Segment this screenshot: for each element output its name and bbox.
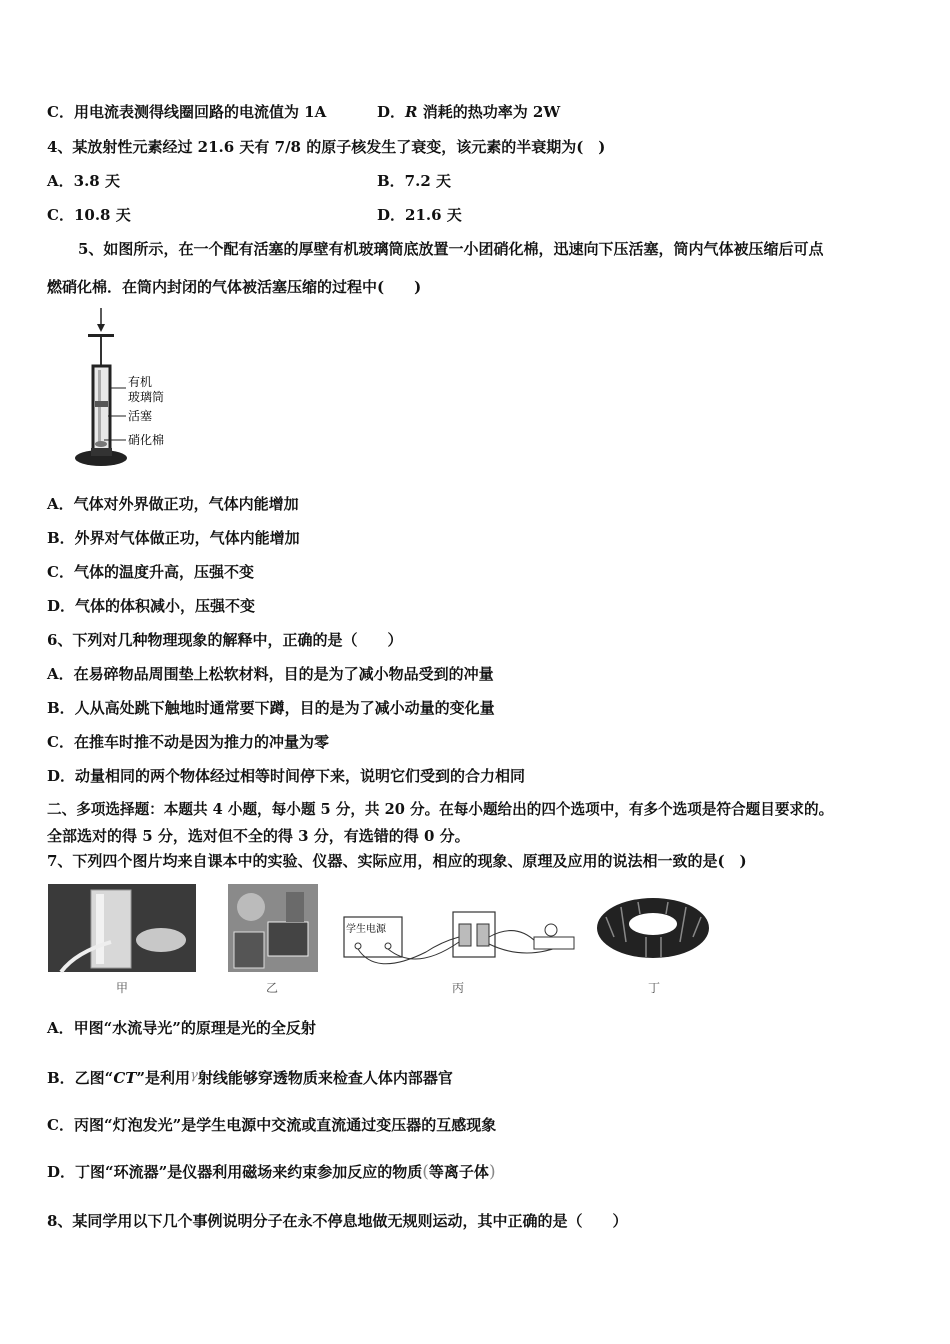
ct-scanner — [237, 893, 265, 921]
q6-stem: 6、下列对几种物理现象的解释中，正确的是（ ） — [47, 631, 403, 649]
q3-option-d — [377, 102, 560, 122]
primary-coil — [459, 924, 471, 946]
q6-option-d: D．动量相同的两个物体经过相等时间停下来，说明它们受到的合力相同 — [47, 767, 526, 785]
label-jia: 甲 — [116, 981, 129, 995]
flashlight — [136, 928, 186, 952]
q3-option-d-prefix: D． — [377, 103, 406, 121]
q7-option-d-mid: 等离子体 — [428, 1163, 489, 1181]
q7-option-b-mid: ”是利用 — [136, 1069, 191, 1087]
wire — [489, 931, 536, 942]
label-nitrocotton: 硝化棉 — [128, 433, 165, 447]
piston — [95, 401, 108, 407]
bottle-highlight — [96, 894, 104, 964]
ct-monitor-right — [268, 922, 308, 956]
q5-stem-line2: 燃硝化棉．在筒内封闭的气体被活塞压缩的过程中( ) — [47, 278, 422, 296]
cylinder-highlight — [98, 370, 101, 446]
q7-option-c: C．丙图“灯泡发光”是学生电源中交流或直流通过变压器的互感现象 — [47, 1116, 497, 1134]
q7-option-d-paren-left: ( — [422, 1162, 429, 1182]
q7-option-a: A．甲图“水流导光”的原理是光的全反射 — [47, 1019, 316, 1037]
label-glass-tube: 玻璃筒 — [128, 390, 165, 404]
q7-figures — [46, 882, 726, 997]
q4-option-b: B．7.2 天 — [377, 172, 451, 190]
q8-stem: 8、某同学用以下几个事例说明分子在永不停息地做无规则运动，其中正确的是（ ） — [47, 1212, 628, 1230]
q5-stem-line1: 5、如图所示，在一个配有活塞的厚壁有机玻璃筒底放置一小团硝化棉，迅速向下压活塞，筒内气体被压缩后可点 — [78, 240, 824, 258]
label-bing: 丙 — [452, 981, 465, 995]
ct-operator — [286, 892, 304, 922]
q7-option-d-paren-right: ) — [488, 1162, 496, 1182]
q7-option-b-prefix: B．乙图“ — [47, 1069, 114, 1087]
bulb-holder — [534, 937, 574, 949]
q6-option-a: A．在易碎物品周围垫上松软材料，目的是为了减小物品受到的冲量 — [47, 665, 494, 683]
q3-option-d-symbol: R — [405, 103, 418, 121]
q7-option-b-ct: CT — [113, 1069, 137, 1087]
label-ding: 丁 — [648, 981, 661, 995]
nitrocotton — [95, 441, 107, 447]
secondary-coil — [477, 924, 489, 946]
q3-option-d-text: 消耗的热功率为 2W — [417, 103, 561, 121]
q5-option-a: A．气体对外界做正功，气体内能增加 — [47, 495, 299, 513]
q6-option-b: B．人从高处跳下触地时通常要下蹲，目的是为了减小动量的变化量 — [47, 699, 495, 717]
q5-cylinder-figure — [68, 306, 178, 476]
q5-option-b: B．外界对气体做正功，气体内能增加 — [47, 529, 300, 547]
q7-option-d — [47, 1162, 496, 1182]
label-yi: 乙 — [266, 981, 279, 995]
q7-option-b-text: 射线能够穿透物质来检查人体内部器官 — [197, 1069, 453, 1087]
power-supply-label: 学生电源 — [346, 924, 386, 935]
piston-handle — [88, 334, 114, 337]
glass-cylinder — [93, 366, 110, 451]
q7-option-b-gamma: γ — [190, 1068, 198, 1083]
section2-heading-line1: 二、多项选择题：本题共 4 小题，每小题 5 分，共 20 分。在每小题给出的四个选项中，有多个选项是符合题目要求的。 — [47, 801, 834, 818]
q4-stem: 4、某放射性元素经过 21.6 天有 7/8 的原子核发生了衰变，该元素的半衰期为( ) — [47, 138, 606, 156]
torus-hole — [629, 913, 677, 935]
student-power-supply — [344, 917, 402, 957]
q4-option-c: C．10.8 天 — [47, 206, 131, 224]
push-arrow-head — [97, 324, 105, 332]
section2-heading-line2: 全部选对的得 5 分，选对但不全的得 3 分，有选错的得 0 分。 — [47, 827, 470, 845]
label-organic: 有机 — [128, 375, 153, 389]
q7-option-d-text: D．丁图“环流器”是仪器利用磁场来约束参加反应的物质 — [47, 1163, 423, 1181]
q3-option-c: C．用电流表测得线圈回路的电流值为 1A — [47, 103, 327, 121]
q7-option-b — [47, 1066, 453, 1088]
base-collar — [91, 448, 112, 456]
bulb — [545, 924, 557, 936]
q7-stem: 7、下列四个图片均来自课本中的实验、仪器、实际应用，相应的现象、原理及应用的说法相一致的是( ) — [47, 852, 747, 870]
label-piston: 活塞 — [128, 409, 153, 423]
ct-monitor-left — [234, 932, 264, 968]
q4-option-a: A．3.8 天 — [47, 172, 120, 190]
q5-option-c: C．气体的温度升高，压强不变 — [47, 563, 254, 581]
q6-option-c: C．在推车时推不动是因为推力的冲量为零 — [47, 733, 329, 751]
q5-option-d: D．气体的体积减小，压强不变 — [47, 597, 256, 615]
q4-option-d: D．21.6 天 — [377, 206, 462, 224]
